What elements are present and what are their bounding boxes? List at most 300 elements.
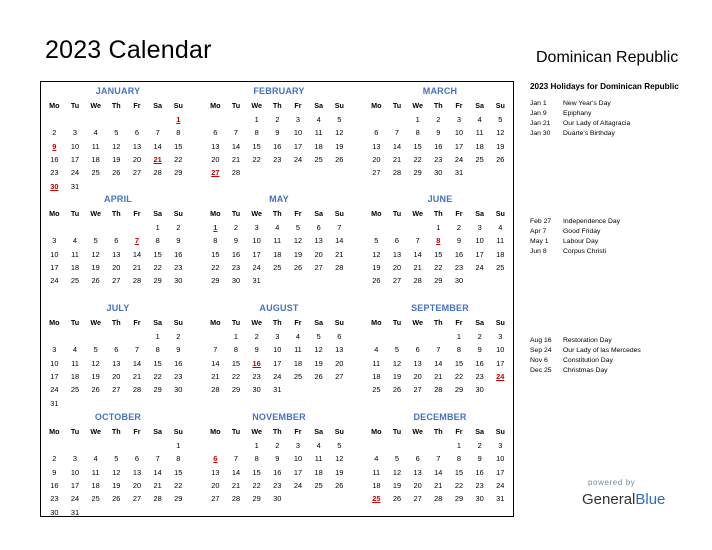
day-cell: 27 <box>413 494 422 504</box>
day-cell: 10 <box>496 345 505 355</box>
weekday-header: Mo <box>371 101 382 110</box>
day-cell: 15 <box>231 358 241 368</box>
day-cell: 19 <box>392 371 402 381</box>
day-cell: 8 <box>176 128 181 138</box>
day-cell: 23 <box>475 480 484 490</box>
day-cell: 25 <box>372 385 381 395</box>
day-cell: 5 <box>93 236 98 246</box>
day-cell: 21 <box>153 480 162 490</box>
weekday-header: Mo <box>210 427 221 436</box>
day-cell: 23 <box>454 262 464 272</box>
day-cell: 18 <box>70 371 80 381</box>
weekday-header: Tu <box>392 209 402 218</box>
day-cell: 25 <box>314 480 323 490</box>
day-cell: 1 <box>456 441 462 450</box>
day-cell: 2 <box>436 115 441 124</box>
day-cell: 20 <box>392 262 402 272</box>
day-cell: 22 <box>174 480 183 490</box>
weekday-header: Su <box>334 101 344 110</box>
day-cell: 17 <box>496 467 505 477</box>
day-cell: 11 <box>372 467 381 477</box>
day-cell: 28 <box>153 494 162 504</box>
month-name: SEPTEMBER <box>411 303 469 313</box>
holiday-day-cell: 1 <box>176 115 181 124</box>
day-cell: 18 <box>273 249 282 259</box>
day-cell: 3 <box>254 223 259 232</box>
day-cell: 22 <box>153 262 162 272</box>
day-cell: 10 <box>70 467 80 477</box>
holiday-name: Good Friday <box>563 228 601 235</box>
day-cell: 27 <box>112 385 121 395</box>
weekday-header: Fr <box>133 427 141 436</box>
day-cell: 19 <box>293 249 303 259</box>
weekday-header: Th <box>111 318 121 327</box>
holiday-date: Dec 25 <box>530 367 552 374</box>
day-cell: 15 <box>252 141 261 151</box>
month-name: FEBRUARY <box>253 86 305 96</box>
day-cell: 7 <box>155 454 160 464</box>
day-cell: 17 <box>293 141 303 151</box>
day-cell: 15 <box>153 358 162 368</box>
day-cell: 2 <box>176 223 181 232</box>
day-cell: 3 <box>52 345 57 355</box>
day-cell: 31 <box>454 168 464 178</box>
day-cell: 13 <box>335 345 344 355</box>
day-cell: 21 <box>132 371 142 381</box>
weekday-header: Th <box>111 101 121 110</box>
day-cell: 14 <box>132 249 142 259</box>
day-cell: 6 <box>213 128 218 138</box>
day-cell: 20 <box>132 480 142 490</box>
day-cell: 8 <box>176 454 181 464</box>
day-cell: 10 <box>252 236 261 246</box>
weekday-header: Tu <box>70 318 80 327</box>
day-cell: 16 <box>475 467 484 477</box>
day-cell: 5 <box>374 236 379 246</box>
day-cell: 4 <box>477 115 482 124</box>
day-cell: 21 <box>335 249 344 259</box>
day-cell: 25 <box>70 385 80 395</box>
day-cell: 23 <box>434 154 443 164</box>
weekday-header: Sa <box>314 318 324 327</box>
day-cell: 21 <box>231 480 241 490</box>
day-cell: 10 <box>454 128 464 138</box>
day-cell: 11 <box>294 345 302 355</box>
brand-blue: Blue <box>635 491 666 508</box>
holiday-name: Christmas Day <box>563 367 608 374</box>
day-cell: 28 <box>211 385 220 395</box>
day-cell: 11 <box>71 358 79 368</box>
holidays-title: 2023 Holidays for Dominican Republic <box>530 82 679 91</box>
day-cell: 10 <box>50 249 59 259</box>
day-cell: 29 <box>413 168 422 178</box>
day-cell: 4 <box>72 236 78 246</box>
weekday-header: Mo <box>371 427 382 436</box>
holiday-date: Jun 8 <box>530 248 547 255</box>
day-cell: 26 <box>91 276 100 286</box>
day-cell: 26 <box>112 494 121 504</box>
weekday-header: Fr <box>455 101 463 110</box>
day-cell: 11 <box>91 141 100 151</box>
weekday-header: Su <box>495 209 505 218</box>
holiday-name: Our Lady of Altagracia <box>563 120 631 127</box>
day-cell: 31 <box>70 507 80 517</box>
weekday-header: Mo <box>210 318 221 327</box>
day-cell: 9 <box>477 454 482 464</box>
day-cell: 24 <box>252 262 261 272</box>
day-cell: 5 <box>93 345 98 355</box>
day-cell: 30 <box>174 276 183 286</box>
day-cell: 29 <box>211 276 220 286</box>
day-cell: 14 <box>231 467 241 477</box>
day-cell: 24 <box>496 480 505 490</box>
day-cell: 27 <box>413 385 422 395</box>
holiday-day-cell: 24 <box>496 371 505 381</box>
day-cell: 1 <box>176 441 181 450</box>
page-title: 2023 Calendar <box>45 36 212 64</box>
weekday-header: Tu <box>70 209 80 218</box>
day-cell: 20 <box>314 249 323 259</box>
day-cell: 19 <box>112 480 121 490</box>
weekday-header: Tu <box>231 101 241 110</box>
day-cell: 6 <box>134 454 140 464</box>
day-cell: 25 <box>475 154 484 164</box>
holiday-name: Duarte's Birthday <box>563 130 615 137</box>
weekday-header: Su <box>173 101 183 110</box>
day-cell: 16 <box>174 358 183 368</box>
holiday-name: Independence Day <box>563 218 621 225</box>
day-cell: 29 <box>174 494 183 504</box>
weekday-header: Tu <box>392 427 402 436</box>
day-cell: 29 <box>153 385 162 395</box>
weekday-header: Tu <box>231 209 241 218</box>
weekday-header: Su <box>334 318 344 327</box>
weekday-header: Sa <box>153 209 163 218</box>
day-cell: 23 <box>50 494 59 504</box>
day-cell: 13 <box>132 467 142 477</box>
day-cell: 14 <box>335 236 344 246</box>
day-cell: 18 <box>475 141 484 151</box>
holiday-name: Restoration Day <box>563 337 612 344</box>
country-name: Dominican Republic <box>536 49 679 66</box>
day-cell: 10 <box>70 141 80 151</box>
day-cell: 16 <box>434 141 443 151</box>
weekday-header: Sa <box>475 318 485 327</box>
day-cell: 8 <box>233 345 239 355</box>
holiday-day-cell: 25 <box>372 494 381 504</box>
day-cell: 29 <box>153 276 162 286</box>
weekday-header: Fr <box>455 427 463 436</box>
weekday-header: Su <box>173 209 183 218</box>
weekday-header: We <box>251 318 262 327</box>
brand-logo[interactable] <box>582 491 665 508</box>
day-cell: 1 <box>456 332 462 341</box>
day-cell: 12 <box>372 249 381 259</box>
day-cell: 2 <box>477 441 482 450</box>
weekday-header: Th <box>272 101 282 110</box>
day-cell: 30 <box>434 168 443 178</box>
day-cell: 20 <box>132 154 142 164</box>
month-name: JANUARY <box>95 86 141 96</box>
day-cell: 9 <box>477 345 482 355</box>
brand-general: General <box>582 491 636 508</box>
day-cell: 8 <box>155 345 160 355</box>
day-cell: 8 <box>213 236 218 246</box>
day-cell: 30 <box>252 385 261 395</box>
holiday-day-cell: 21 <box>153 154 162 164</box>
weekday-header: We <box>412 209 423 218</box>
holiday-date: Nov 6 <box>530 357 548 364</box>
weekday-header: Th <box>433 101 443 110</box>
day-cell: 5 <box>114 454 119 464</box>
weekday-header: Th <box>111 427 121 436</box>
weekday-header: Mo <box>49 101 60 110</box>
weekday-header: Mo <box>371 209 382 218</box>
day-cell: 24 <box>273 371 282 381</box>
day-cell: 28 <box>132 385 142 395</box>
day-cell: 2 <box>456 223 462 232</box>
day-cell: 28 <box>434 385 443 395</box>
day-cell: 8 <box>254 128 259 138</box>
weekday-header: Sa <box>475 209 485 218</box>
holiday-name: Constitution Day <box>563 357 613 364</box>
day-cell: 3 <box>456 115 462 124</box>
holiday-date: Jan 21 <box>530 120 551 127</box>
day-cell: 22 <box>252 480 261 490</box>
day-cell: 17 <box>273 358 282 368</box>
day-cell: 13 <box>132 141 142 151</box>
day-cell: 27 <box>211 494 220 504</box>
day-cell: 3 <box>498 441 503 450</box>
day-cell: 6 <box>114 345 119 355</box>
day-cell: 14 <box>413 249 422 259</box>
day-cell: 17 <box>252 249 261 259</box>
day-cell: 23 <box>252 371 261 381</box>
day-cell: 28 <box>413 276 422 286</box>
day-cell: 16 <box>174 249 183 259</box>
day-cell: 22 <box>454 371 464 381</box>
weekday-header: Fr <box>294 209 302 218</box>
day-cell: 2 <box>477 332 482 341</box>
month-name: APRIL <box>104 194 132 204</box>
weekday-header: Sa <box>475 101 485 110</box>
day-cell: 18 <box>91 154 100 164</box>
day-cell: 26 <box>314 371 323 381</box>
weekday-header: Tu <box>70 101 80 110</box>
holiday-name: Our Lady of las Mercedes <box>563 347 641 354</box>
day-cell: 29 <box>252 494 261 504</box>
day-cell: 9 <box>233 236 239 246</box>
day-cell: 13 <box>112 358 121 368</box>
day-cell: 11 <box>314 454 323 464</box>
day-cell: 11 <box>314 128 323 138</box>
day-cell: 15 <box>174 467 183 477</box>
day-cell: 30 <box>231 276 241 286</box>
day-cell: 9 <box>275 128 280 138</box>
day-cell: 7 <box>337 223 342 232</box>
day-cell: 25 <box>273 262 282 272</box>
weekday-header: Th <box>433 318 443 327</box>
day-cell: 21 <box>434 371 443 381</box>
day-cell: 4 <box>374 454 379 464</box>
weekday-header: Th <box>272 209 282 218</box>
day-cell: 29 <box>174 168 183 178</box>
day-cell: 17 <box>50 371 59 381</box>
day-cell: 6 <box>337 332 342 341</box>
weekday-header: Tu <box>392 101 402 110</box>
day-cell: 23 <box>50 168 59 178</box>
day-cell: 2 <box>275 115 280 124</box>
day-cell: 26 <box>293 262 303 272</box>
day-cell: 3 <box>72 128 78 138</box>
day-cell: 29 <box>231 385 241 395</box>
day-cell: 1 <box>436 223 441 232</box>
day-cell: 11 <box>496 236 505 246</box>
day-cell: 17 <box>475 249 484 259</box>
day-cell: 9 <box>275 454 280 464</box>
day-cell: 18 <box>91 480 100 490</box>
day-cell: 6 <box>415 345 420 355</box>
day-cell: 2 <box>52 128 57 138</box>
weekday-header: Sa <box>153 427 163 436</box>
holiday-day-cell: 9 <box>52 141 57 151</box>
day-cell: 23 <box>174 371 183 381</box>
day-cell: 25 <box>496 262 505 272</box>
day-cell: 22 <box>434 262 443 272</box>
weekday-header: Su <box>495 101 505 110</box>
day-cell: 20 <box>335 358 344 368</box>
month-name: MAY <box>269 194 289 204</box>
day-cell: 3 <box>498 332 503 341</box>
day-cell: 2 <box>254 332 259 341</box>
day-cell: 15 <box>434 249 443 259</box>
holiday-date: Feb 27 <box>530 218 552 225</box>
day-cell: 28 <box>132 276 142 286</box>
day-cell: 9 <box>456 236 462 246</box>
day-cell: 31 <box>496 494 505 504</box>
day-cell: 7 <box>134 345 140 355</box>
day-cell: 4 <box>93 128 98 138</box>
day-cell: 8 <box>415 128 420 138</box>
day-cell: 20 <box>413 371 422 381</box>
day-cell: 16 <box>273 467 282 477</box>
day-cell: 5 <box>316 332 321 341</box>
day-cell: 9 <box>52 467 57 477</box>
day-cell: 6 <box>134 128 140 138</box>
weekday-header: Tu <box>70 427 80 436</box>
day-cell: 22 <box>454 480 464 490</box>
day-cell: 7 <box>415 236 420 246</box>
weekday-header: Fr <box>455 209 463 218</box>
day-cell: 13 <box>211 141 220 151</box>
holiday-day-cell: 7 <box>134 236 140 246</box>
weekday-header: We <box>90 318 101 327</box>
day-cell: 27 <box>132 168 142 178</box>
weekday-header: Fr <box>133 101 141 110</box>
holiday-date: Apr 7 <box>530 228 547 235</box>
weekday-header: Th <box>272 427 282 436</box>
day-cell: 11 <box>91 467 100 477</box>
day-cell: 24 <box>454 154 464 164</box>
holiday-day-cell: 6 <box>213 454 218 464</box>
day-cell: 30 <box>50 507 59 517</box>
day-cell: 4 <box>72 345 78 355</box>
day-cell: 26 <box>335 480 344 490</box>
day-cell: 4 <box>374 345 379 355</box>
holiday-day-cell: 30 <box>50 181 59 191</box>
day-cell: 7 <box>155 128 160 138</box>
day-cell: 22 <box>211 262 220 272</box>
day-cell: 26 <box>392 494 402 504</box>
day-cell: 26 <box>91 385 100 395</box>
day-cell: 15 <box>153 249 162 259</box>
weekday-header: Su <box>495 318 505 327</box>
weekday-header: Sa <box>153 101 163 110</box>
day-cell: 5 <box>114 128 119 138</box>
day-cell: 6 <box>374 128 379 138</box>
day-cell: 16 <box>231 249 241 259</box>
day-cell: 21 <box>132 262 142 272</box>
day-cell: 10 <box>50 358 59 368</box>
day-cell: 16 <box>50 480 59 490</box>
weekday-header: Tu <box>392 318 402 327</box>
day-cell: 3 <box>295 441 301 450</box>
day-cell: 28 <box>392 168 402 178</box>
weekday-header: We <box>412 427 423 436</box>
day-cell: 4 <box>275 223 280 232</box>
day-cell: 22 <box>153 371 162 381</box>
day-cell: 15 <box>454 467 464 477</box>
day-cell: 20 <box>211 480 220 490</box>
holiday-name: Corpus Christi <box>563 248 607 255</box>
day-cell: 22 <box>252 154 261 164</box>
weekday-header: Th <box>433 209 443 218</box>
day-cell: 24 <box>293 154 303 164</box>
holiday-day-cell: 1 <box>213 223 218 232</box>
day-cell: 13 <box>314 236 323 246</box>
day-cell: 30 <box>475 385 484 395</box>
day-cell: 16 <box>50 154 59 164</box>
day-cell: 20 <box>211 154 220 164</box>
day-cell: 4 <box>295 332 301 341</box>
day-cell: 9 <box>254 345 259 355</box>
day-cell: 7 <box>233 454 239 464</box>
day-cell: 14 <box>153 141 162 151</box>
month-name: JULY <box>106 303 130 313</box>
day-cell: 3 <box>275 332 280 341</box>
day-cell: 30 <box>454 276 464 286</box>
day-cell: 28 <box>153 168 162 178</box>
day-cell: 27 <box>392 276 402 286</box>
holiday-date: Jan 30 <box>530 130 551 137</box>
day-cell: 1 <box>254 441 259 450</box>
day-cell: 24 <box>70 494 80 504</box>
day-cell: 4 <box>316 115 321 124</box>
weekday-header: Sa <box>314 209 324 218</box>
day-cell: 18 <box>70 262 80 272</box>
day-cell: 16 <box>454 249 464 259</box>
weekday-header: Sa <box>475 427 485 436</box>
day-cell: 17 <box>454 141 464 151</box>
weekday-header: Fr <box>133 209 141 218</box>
day-cell: 5 <box>394 454 400 464</box>
day-cell: 24 <box>293 480 303 490</box>
day-cell: 20 <box>413 480 422 490</box>
day-cell: 25 <box>91 168 100 178</box>
day-cell: 28 <box>335 262 344 272</box>
weekday-header: Mo <box>49 427 60 436</box>
weekday-header: We <box>90 101 101 110</box>
